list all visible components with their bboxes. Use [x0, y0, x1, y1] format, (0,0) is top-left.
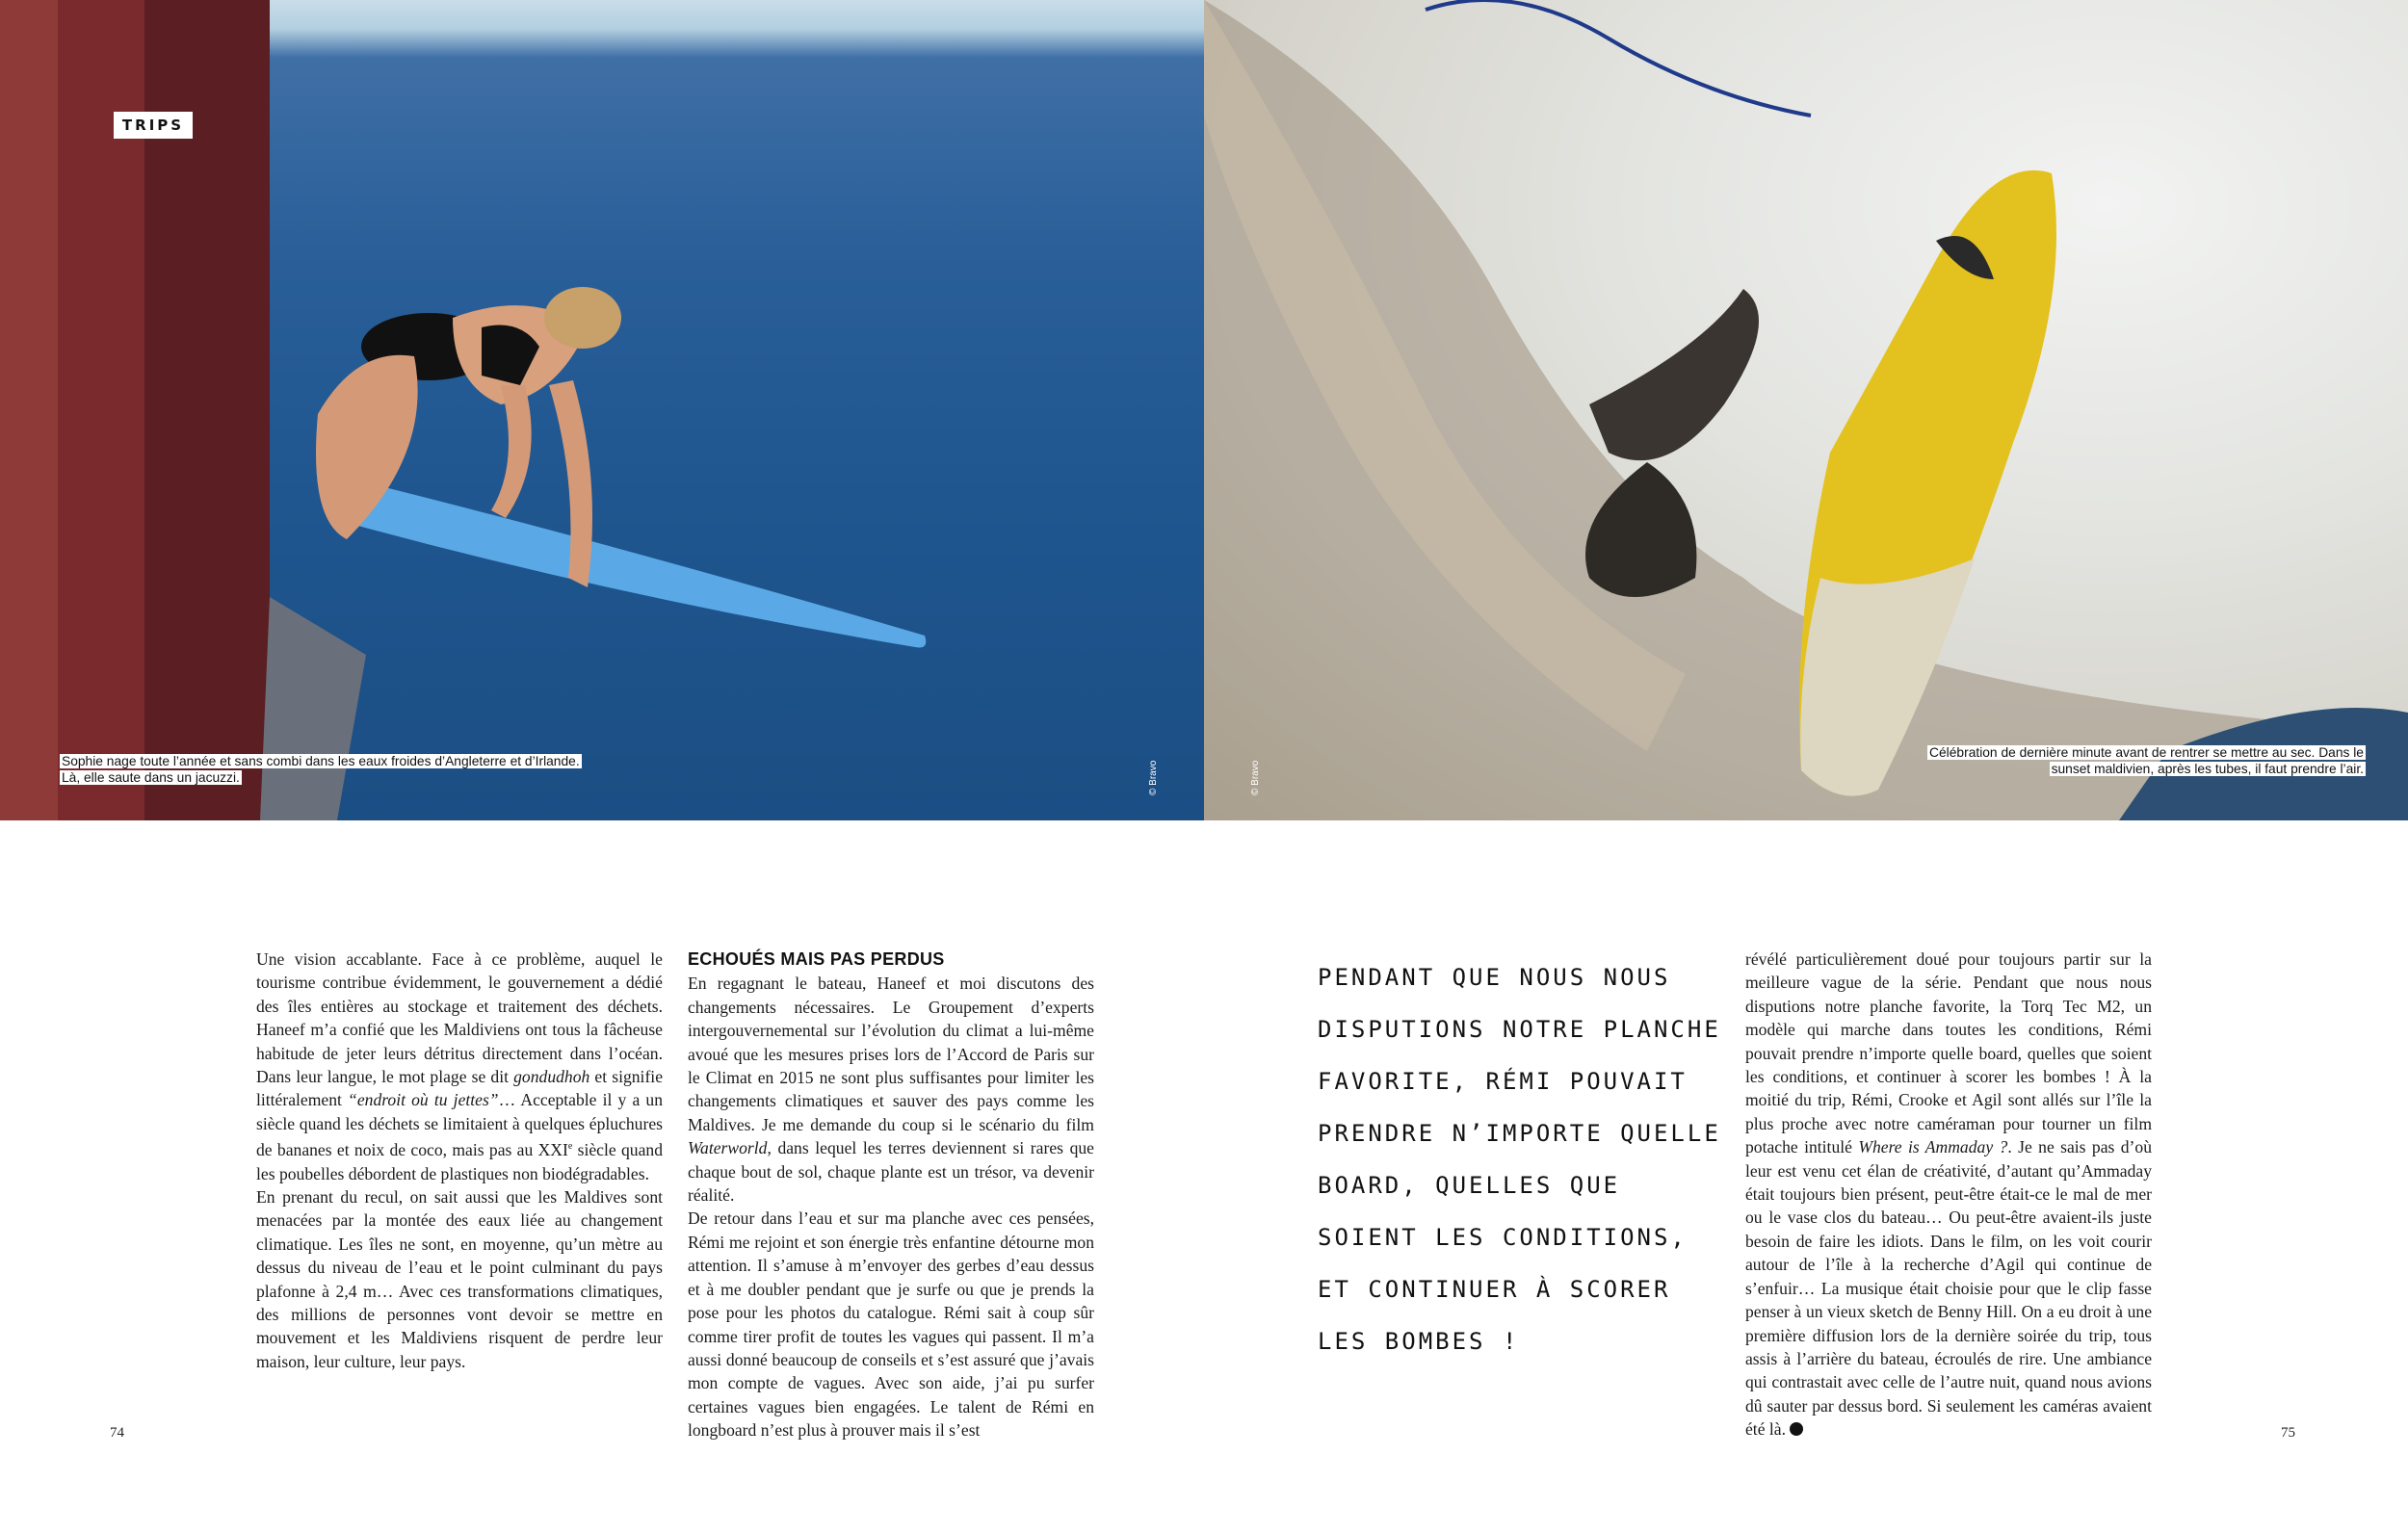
- photo-left-credit: © Bravo: [1148, 760, 1159, 795]
- column-1-paragraph-2: En prenant du recul, on sait aussi que les Maldives sont menacées par la montée des eaux liée au changement climatique. Les îles ne sont, en moyenne, qu’un mètre au dessus du niveau de l’eau et le point culminant du pays plafonne à 2,4 m… Avec ces transformations climatiques, des millions de personnes vont devoir se mettre en mouvement et les Maldiviens risquent de perdre leur maison, leur culture, leur pays.: [256, 1186, 663, 1371]
- col1-p1-text-c: … Acceptable il y a un siècle quand les déchets se limitaient à quelques épluchures de bananes et noix de coco, mais pas au XXI: [256, 1090, 664, 1160]
- column-2-paragraph-1: [688, 972, 1094, 1207]
- end-of-article-icon: [1790, 1422, 1803, 1436]
- col1-p1-text: Une vision accablante. Face à ce problème, auquel le tourisme contribue évidemment, le gouvernement a dédié des îles entières au stockage et traitement des déchets. Haneef m’a confié que les Maldiviens ont tous la fâcheuse habitude de jeter leurs détritus directement dans l’océan. Dans leur langue, le mot plage se dit: [256, 949, 663, 1087]
- swimmer-hair: [544, 287, 621, 349]
- col1-italic-word: gondudhoh: [513, 1067, 590, 1087]
- article-column-1: [256, 948, 663, 1373]
- photo-left-caption-line1: Sophie nage toute l’année et sans combi dans les eaux froides d’Angleterre et d’Irlande.: [62, 754, 580, 768]
- col1-p1-text-b: et signifie littéralement: [256, 1067, 664, 1110]
- photo-right-caption-line2: sunset maldivien, après les tubes, il faut prendre l’air.: [2051, 762, 2364, 776]
- col4-p1-text: révélé particulièrement doué pour toujours partir sur la meilleure vague de la série. Pendant que nous nous disputions notre planche favorite, la Torq Tec M2, un modèle qui marche dans toutes les conditions, Rémi pouvait prendre n’importe quelle board, quelles que soient les conditions, et continuer à scorer les bombes ! À la moitié du trip, Rémi, Crooke et Agil sont allés sur l’île la plus proche avec notre caméraman pour tourner un film potache intitulé: [1745, 949, 2152, 1157]
- page-number-right: 75: [2281, 1425, 2295, 1441]
- column-1-paragraph-1: [256, 948, 663, 1185]
- section-heading: ECHOUÉS MAIS PAS PERDUS: [688, 949, 945, 969]
- leash-cord: [1426, 0, 1811, 116]
- boat-edge: [0, 0, 58, 820]
- photo-right-surfer: [1204, 0, 2408, 820]
- col1-italic-quote: “endroit où tu jettes”: [348, 1090, 499, 1110]
- photo-left-caption: [60, 753, 582, 786]
- column-2-paragraph-2: De retour dans l’eau et sur ma planche avec ces pensées, Rémi me rejoint et son énergie très enfantine détourne mon attention. Il s’amuse à m’envoyer des gerbes d’eau dessus et à me doubler pendant que je surfe ou que je prends la pose pour les photos du catalogue. Rémi sait à coup sûr comme tirer profit de toutes les vagues qui passent. Il m’a aussi donné beaucoup de conseils et s’est assuré que j’avais mon compte de vagues. Avec son aide, j’ai pu surfer certaines vagues bien engagées. Le talent de Rémi en longboard n’est plus à prouver mais il s’est: [688, 1208, 1094, 1441]
- col4-p1-text-b: . Je ne sais pas d’où leur est venu cet élan de créativité, d’autant qu’Ammaday était toujours bien présent, peut-être était-ce le mal de mer ou le vase clos du bateau… Ou peut-être avaient-ils juste besoin de faire les idiots. Dans le film, on les voit courir autour de l’île à la recherche d’Agil qui continue de s’enfuir… La musique était choisie pour que le clip fasse penser à un vieux sketch de Benny Hill. On a eu droit à une première diffusion lors de la dernière soirée du trip, tous assis à l’arrière du bateau, écroulés de rire. Une ambiance qui contrastait avec celle de l’autre nuit, quand nous avions dû sauter par dessus bord. Si seulement les caméras avaient été là.: [1745, 1137, 2153, 1440]
- pull-quote: PENDANT QUE NOUS NOUS DISPUTIONS NOTRE PLANCHE FAVORITE, RÉMI POUVAIT PRENDRE N’IMPORTE QUELLE BOARD, QUELLES QUE SOIENT LES CONDITIONS, ET CONTINUER À SCORER LES BOMBES !: [1318, 964, 1721, 1355]
- col1-p1-text-d: siècle quand les poubelles débordent de plastiques non biodégradables.: [256, 1140, 664, 1183]
- boat-deck: [260, 597, 366, 820]
- article-column-4: [1745, 948, 2152, 1442]
- col2-p1-text: En regagnant le bateau, Haneef et moi discutons des changements nécessaires. Le Groupement d’experts intergouvernemental sur l’évolution du climat a lui-même avoué que les mesures prises lors de l’Accord de Paris sur le Climat en 2015 ne sont plus suffisantes pour limiter les changements climatiques et sauver des pays comme les Maldives. Je me demande du coup si le scénario du film: [688, 974, 1094, 1134]
- column-4-paragraph-1: [1745, 948, 2152, 1442]
- swimmer-arm-left: [491, 385, 532, 518]
- section-badge-trips: TRIPS: [114, 112, 193, 139]
- article-column-2: [688, 948, 1094, 1442]
- photo-right-credit: © Bravo: [1250, 760, 1261, 795]
- col2-film-title: Waterworld: [688, 1138, 768, 1158]
- surfer-silhouette: [1589, 289, 1759, 460]
- photo-right-caption-line1: Célébration de dernière minute avant de rentrer se mettre au sec. Dans le: [1929, 745, 2364, 760]
- col4-film-title: Where is Ammaday ?: [1858, 1137, 2008, 1157]
- photo-left-caption-line2: Là, elle saute dans un jacuzzi.: [62, 770, 240, 785]
- page-number-left: 74: [110, 1425, 124, 1441]
- col2-p1-text-b: , dans lequel les terres deviennent si rares que chaque bout de sol, chaque plante est un trésor, va devenir réalité.: [688, 1138, 1094, 1206]
- photo-right-illustration: [1204, 0, 2408, 820]
- photo-right-caption: [1927, 744, 2366, 777]
- col1-superscript: e: [567, 1141, 573, 1153]
- surfboard-blue: [337, 477, 926, 648]
